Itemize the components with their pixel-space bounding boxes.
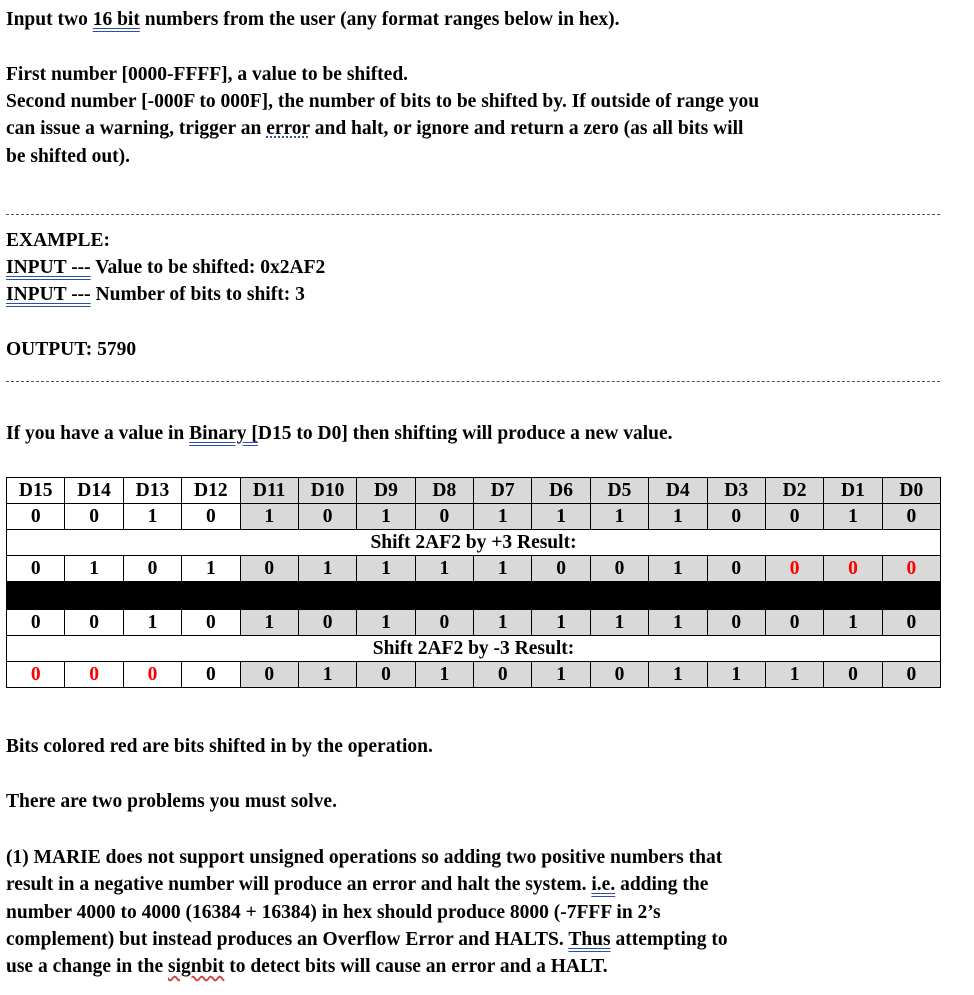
- bit-cell: 1: [298, 662, 356, 688]
- divider: [6, 381, 940, 382]
- bit-cell: 1: [649, 610, 707, 636]
- input-value-text: Value to be shifted: 0x2AF2: [90, 257, 326, 278]
- shift-right-caption: Shift 2AF2 by -3 Result:: [7, 636, 941, 662]
- bit-cell: 0: [182, 610, 240, 636]
- bit-header-cell: D3: [707, 478, 765, 504]
- bit-header-cell: D14: [65, 478, 123, 504]
- bit-cell: 0: [415, 610, 473, 636]
- text: D15 to D0] then shifting will produce a new value.: [257, 423, 673, 444]
- problem-1-line-1: (1) MARIE does not support unsigned operations so adding two positive numbers that: [6, 847, 723, 868]
- bit-cell: 0: [182, 662, 240, 688]
- bit-header-cell: D5: [590, 478, 648, 504]
- bit-cell: 0: [7, 662, 65, 688]
- bit-cell: 1: [357, 556, 415, 582]
- bit-cell: 0: [882, 556, 940, 582]
- text: to detect bits will cause an error and a HALT.: [224, 956, 608, 977]
- bit-cell: 1: [240, 610, 298, 636]
- text: can issue a warning, trigger an: [6, 118, 267, 139]
- bit-cell: 0: [182, 504, 240, 530]
- bit-header-cell: D7: [474, 478, 532, 504]
- bit-cell: 0: [824, 556, 882, 582]
- text: use a change in the: [6, 956, 168, 977]
- input-tag: INPUT ---: [6, 257, 91, 278]
- bit-cell: 0: [7, 610, 65, 636]
- example-input-2: [6, 283, 305, 307]
- caption-row-2: [7, 636, 941, 662]
- bit-cell: 1: [765, 662, 823, 688]
- bit-cell: 1: [649, 662, 707, 688]
- shift-left-caption: Shift 2AF2 by +3 Result:: [7, 530, 941, 556]
- bit-cell: 0: [707, 504, 765, 530]
- bit-cell: 1: [474, 504, 532, 530]
- bit-cell: 0: [7, 504, 65, 530]
- bit-cell: 0: [765, 556, 823, 582]
- example-output: OUTPUT: 5790: [6, 339, 137, 360]
- bit-header-cell: D10: [298, 478, 356, 504]
- bit-cell: 1: [298, 556, 356, 582]
- example-title: EXAMPLE:: [6, 230, 110, 251]
- bit-cell: 0: [123, 662, 181, 688]
- bit-cell: 1: [474, 610, 532, 636]
- bit-cell: 1: [824, 504, 882, 530]
- bit-cell: 0: [415, 504, 473, 530]
- bit-cell: 0: [882, 504, 940, 530]
- text: If you have a value in: [6, 423, 190, 444]
- bit-cell: 1: [824, 610, 882, 636]
- red-bits-note: Bits colored red are bits shifted in by the operation.: [6, 736, 433, 757]
- sixteen-bit-term: 16 bit: [92, 9, 140, 30]
- bit-cell: 1: [532, 504, 590, 530]
- bit-cell: 1: [649, 504, 707, 530]
- bit-cell: 0: [65, 610, 123, 636]
- intro-text: numbers from the user (any format ranges below in hex).: [139, 9, 620, 30]
- example-input-1: [6, 256, 325, 280]
- bit-cell: 1: [474, 556, 532, 582]
- first-number-line: First number [0000-FFFF], a value to be shifted.: [6, 64, 409, 85]
- header-row: [7, 478, 941, 504]
- input-shift-text: Number of bits to shift: 3: [90, 284, 305, 305]
- second-number-line-2: [6, 117, 743, 141]
- bit-cell: 1: [357, 504, 415, 530]
- second-number-line-3: be shifted out).: [6, 146, 131, 167]
- text: result in a negative number will produce an error and halt the system.: [6, 874, 592, 895]
- bit-cell: 1: [649, 556, 707, 582]
- bit-header-cell: D15: [7, 478, 65, 504]
- bit-cell: 0: [532, 556, 590, 582]
- bit-cell: 0: [357, 662, 415, 688]
- text: and halt, or ignore and return a zero (as all bits will: [309, 118, 744, 139]
- bit-header-cell: D13: [123, 478, 181, 504]
- text: complement) but instead produces an Overflow Error and HALTS.: [6, 929, 569, 950]
- bit-cell: 1: [357, 610, 415, 636]
- bit-cell: 0: [707, 556, 765, 582]
- bit-cell: 0: [590, 662, 648, 688]
- problem-1-line-4: [6, 928, 728, 952]
- bit-header-cell: D1: [824, 478, 882, 504]
- bit-cell: 0: [590, 556, 648, 582]
- problem-1-line-2: [6, 873, 708, 897]
- text: attempting to: [610, 929, 728, 950]
- binary-term: Binary [: [189, 423, 258, 444]
- bit-cell: 1: [415, 662, 473, 688]
- bit-cell: 1: [65, 556, 123, 582]
- bit-header-cell: D6: [532, 478, 590, 504]
- bit-cell: 1: [240, 504, 298, 530]
- black-separator: [7, 582, 941, 610]
- input-tag: INPUT ---: [6, 284, 91, 305]
- bit-header-cell: D8: [415, 478, 473, 504]
- original-row-2: [7, 610, 941, 636]
- signbit-term: signbit: [167, 956, 225, 977]
- caption-row: [7, 530, 941, 556]
- bit-cell: 0: [65, 504, 123, 530]
- bit-cell: 1: [532, 662, 590, 688]
- binary-note: [6, 422, 672, 446]
- bit-header-cell: D11: [240, 478, 298, 504]
- bit-cell: 0: [240, 662, 298, 688]
- bit-cell: 1: [590, 504, 648, 530]
- bit-shift-table: [6, 477, 941, 688]
- bit-cell: 1: [707, 662, 765, 688]
- problem-1-line-3: number 4000 to 4000 (16384 + 16384) in hex should produce 8000 (-7FFF in 2’s: [6, 902, 661, 923]
- text: adding the: [615, 874, 709, 895]
- intro-text: Input two: [6, 9, 93, 30]
- bit-cell: 0: [882, 662, 940, 688]
- bit-cell: 0: [65, 662, 123, 688]
- bit-header-cell: D4: [649, 478, 707, 504]
- bit-cell: 1: [532, 610, 590, 636]
- bit-cell: 1: [590, 610, 648, 636]
- bit-header-cell: D9: [357, 478, 415, 504]
- intro-line-1: [6, 8, 620, 32]
- bit-cell: 0: [707, 610, 765, 636]
- bit-header-cell: D2: [765, 478, 823, 504]
- bit-cell: 1: [123, 504, 181, 530]
- bit-cell: 0: [240, 556, 298, 582]
- bit-header-cell: D0: [882, 478, 940, 504]
- bit-cell: 0: [765, 504, 823, 530]
- bit-cell: 0: [474, 662, 532, 688]
- divider: [6, 214, 940, 215]
- separator-row: [7, 582, 941, 610]
- bit-cell: 1: [182, 556, 240, 582]
- error-term: error: [266, 118, 310, 139]
- two-problems: There are two problems you must solve.: [6, 791, 337, 812]
- bit-cell: 0: [298, 610, 356, 636]
- bit-cell: 0: [298, 504, 356, 530]
- bit-header-cell: D12: [182, 478, 240, 504]
- bit-cell: 0: [765, 610, 823, 636]
- second-number-line-1: Second number [-000F to 000F], the number of bits to be shifted by. If outside of range you: [6, 91, 760, 112]
- bit-cell: 1: [123, 610, 181, 636]
- bit-cell: 1: [415, 556, 473, 582]
- bit-cell: 0: [824, 662, 882, 688]
- bit-cell: 0: [7, 556, 65, 582]
- result-right-row: [7, 662, 941, 688]
- original-row: [7, 504, 941, 530]
- ie-term: i.e.: [591, 874, 616, 895]
- bit-cell: 0: [882, 610, 940, 636]
- bit-cell: 0: [123, 556, 181, 582]
- thus-term: Thus: [568, 929, 611, 950]
- result-left-row: [7, 556, 941, 582]
- problem-1-line-5: [6, 955, 608, 979]
